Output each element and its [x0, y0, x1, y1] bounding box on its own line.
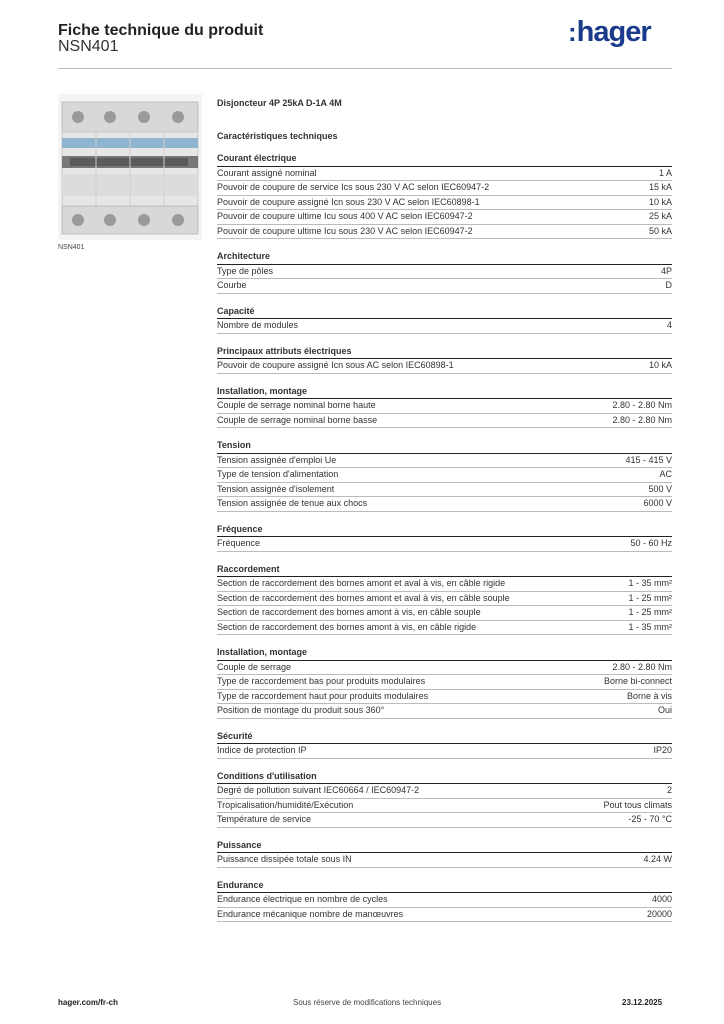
section-title: Capacité: [217, 304, 672, 320]
spec-value: D: [665, 280, 672, 290]
spec-value: 4: [666, 320, 672, 330]
spec-value: Borne bi-connect: [603, 676, 672, 686]
spec-label: Pouvoir de coupure assigné Icn sous 230 V AC selon IEC60898-1: [217, 196, 480, 207]
page-title: Fiche technique du produit: [58, 22, 264, 39]
spec-value: 4000: [651, 894, 672, 904]
section-title: Puissance: [217, 838, 672, 854]
spec-value: 10 kA: [648, 196, 672, 207]
spec-value: 1 - 25 mm²: [628, 607, 672, 617]
spec-section: [217, 729, 672, 759]
spec-row: [217, 537, 672, 552]
spec-value: 415 - 415 V: [625, 454, 672, 465]
spec-value: 1 A: [658, 167, 672, 178]
section-title: Architecture: [217, 249, 672, 265]
spec-label: Indice de protection IP: [217, 745, 307, 755]
spec-value: Pout tous climats: [603, 799, 672, 810]
spec-row: [217, 454, 672, 469]
spec-row: [217, 675, 672, 690]
spec-row: [217, 853, 672, 868]
spec-label: Courbe: [217, 280, 247, 290]
spec-value: IP20: [653, 745, 672, 755]
spec-label: Tension assignée de tenue aux chocs: [217, 498, 368, 508]
logo-text: hager: [576, 16, 651, 48]
spec-label: Pouvoir de coupure assigné Icn sous AC selon IEC60898-1: [217, 360, 454, 370]
spec-row: [217, 813, 672, 828]
spec-value: 1 - 25 mm²: [628, 592, 672, 603]
spec-row: [217, 225, 672, 240]
spec-value: 25 kA: [648, 211, 672, 221]
spec-section: [217, 838, 672, 868]
section-title: Raccordement: [217, 562, 672, 578]
spec-label: Couple de serrage nominal borne basse: [217, 414, 378, 425]
spec-row: [217, 414, 672, 429]
technical-characteristics-title: Caractéristiques techniques: [217, 130, 338, 141]
spec-row: [217, 497, 672, 512]
spec-sections: [217, 151, 672, 922]
spec-row: [217, 606, 672, 621]
spec-row: [217, 893, 672, 908]
spec-value: 4.24 W: [643, 854, 672, 864]
spec-value: Oui: [657, 705, 672, 715]
spec-content: [217, 96, 672, 922]
spec-section: [217, 344, 672, 374]
spec-value: Borne à vis: [626, 690, 672, 701]
spec-label: Température de service: [217, 814, 312, 824]
section-title: Courant électrique: [217, 151, 672, 167]
section-title: Tension: [217, 438, 672, 454]
spec-section: [217, 522, 672, 552]
spec-label: Section de raccordement des bornes amont et aval à vis, en câble souple: [217, 592, 510, 603]
spec-value: 6000 V: [643, 498, 672, 508]
logo-dots-icon: :: [568, 17, 576, 47]
product-reference: NSN401: [58, 38, 119, 55]
spec-label: Puissance dissipée totale sous IN: [217, 854, 352, 864]
spec-value: 2: [666, 785, 672, 795]
circuit-breaker-illustration: [58, 94, 202, 240]
spec-label: Section de raccordement des bornes amont à vis, en câble souple: [217, 607, 481, 617]
spec-value: 15 kA: [648, 182, 672, 192]
spec-section: [217, 562, 672, 636]
spec-label: Couple de serrage nominal borne haute: [217, 400, 376, 410]
spec-row: [217, 399, 672, 414]
spec-row: [217, 744, 672, 759]
section-title: Conditions d'utilisation: [217, 769, 672, 785]
spec-label: Endurance électrique en nombre de cycles: [217, 894, 388, 904]
spec-section: [217, 645, 672, 719]
spec-label: Pouvoir de coupure ultime Icu sous 230 V AC selon IEC60947-2: [217, 225, 473, 236]
spec-label: Nombre de modules: [217, 320, 299, 330]
spec-label: Tropicalisation/humidité/Exécution: [217, 799, 354, 810]
spec-value: AC: [659, 469, 672, 479]
spec-row: [217, 319, 672, 334]
spec-label: Section de raccordement des bornes amont à vis, en câble rigide: [217, 621, 477, 632]
spec-value: 1 - 35 mm²: [628, 578, 672, 588]
spec-value: 20000: [646, 908, 672, 919]
spec-row: [217, 483, 672, 498]
spec-value: 10 kA: [648, 360, 672, 370]
spec-label: Pouvoir de coupure de service Ics sous 230 V AC selon IEC60947-2: [217, 182, 490, 192]
spec-row: [217, 196, 672, 211]
spec-label: Courant assigné nominal: [217, 167, 317, 178]
footer-disclaimer: Sous réserve de modifications techniques: [293, 998, 442, 1007]
spec-row: [217, 167, 672, 182]
product-image: [58, 94, 202, 240]
spec-section: [217, 769, 672, 828]
image-caption: NSN401: [58, 244, 85, 251]
section-title: Sécurité: [217, 729, 672, 745]
spec-value: 2.80 - 2.80 Nm: [612, 661, 672, 672]
spec-section: [217, 249, 672, 294]
spec-row: [217, 690, 672, 705]
spec-row: [217, 359, 672, 374]
section-title: Installation, montage: [217, 645, 672, 661]
spec-section: [217, 438, 672, 512]
spec-section: [217, 151, 672, 239]
spec-value: 500 V: [648, 483, 672, 494]
spec-row: [217, 799, 672, 814]
spec-label: Tension assignée d'emploi Ue: [217, 454, 337, 465]
section-title: Fréquence: [217, 522, 672, 538]
spec-value: 50 kA: [648, 225, 672, 236]
section-title: Principaux attributs électriques: [217, 344, 672, 360]
spec-label: Couple de serrage: [217, 661, 292, 672]
spec-section: [217, 384, 672, 429]
product-name: Disjoncteur 4P 25kA D-1A 4M: [217, 98, 342, 108]
spec-label: Fréquence: [217, 538, 261, 548]
spec-label: Position de montage du produit sous 360°: [217, 705, 385, 715]
spec-label: Type de raccordement haut pour produits modulaires: [217, 690, 429, 701]
spec-label: Type de raccordement bas pour produits modulaires: [217, 676, 426, 686]
spec-label: Degré de pollution suivant IEC60664 / IEC60947-2: [217, 785, 420, 795]
footer-date: 23.12.2025: [622, 998, 663, 1007]
spec-value: -25 - 70 °C: [628, 814, 672, 824]
spec-label: Endurance mécanique nombre de manœuvres: [217, 908, 404, 919]
spec-row: [217, 279, 672, 294]
spec-row: [217, 784, 672, 799]
spec-section: [217, 304, 672, 334]
spec-label: Type de tension d'alimentation: [217, 469, 339, 479]
spec-row: [217, 181, 672, 196]
spec-row: [217, 661, 672, 676]
spec-value: 4P: [660, 265, 672, 276]
spec-label: Type de pôles: [217, 265, 274, 276]
spec-value: 2.80 - 2.80 Nm: [612, 414, 672, 425]
spec-value: 50 - 60 Hz: [630, 538, 672, 548]
spec-label: Section de raccordement des bornes amont et aval à vis, en câble rigide: [217, 578, 506, 588]
footer-website: hager.com/fr-ch: [58, 998, 119, 1007]
spec-row: [217, 468, 672, 483]
spec-row: [217, 908, 672, 923]
spec-label: Tension assignée d'isolement: [217, 483, 335, 494]
hager-logo: [568, 16, 651, 49]
spec-row: [217, 592, 672, 607]
spec-row: [217, 621, 672, 636]
spec-label: Pouvoir de coupure ultime Icu sous 400 V AC selon IEC60947-2: [217, 211, 473, 221]
spec-row: [217, 704, 672, 719]
spec-row: [217, 265, 672, 280]
spec-value: 1 - 35 mm²: [628, 621, 672, 632]
section-title: Endurance: [217, 878, 672, 894]
spec-section: [217, 878, 672, 923]
spec-row: [217, 577, 672, 592]
spec-row: [217, 210, 672, 225]
spec-value: 2.80 - 2.80 Nm: [612, 400, 672, 410]
section-title: Installation, montage: [217, 384, 672, 400]
header-divider: [58, 68, 672, 69]
